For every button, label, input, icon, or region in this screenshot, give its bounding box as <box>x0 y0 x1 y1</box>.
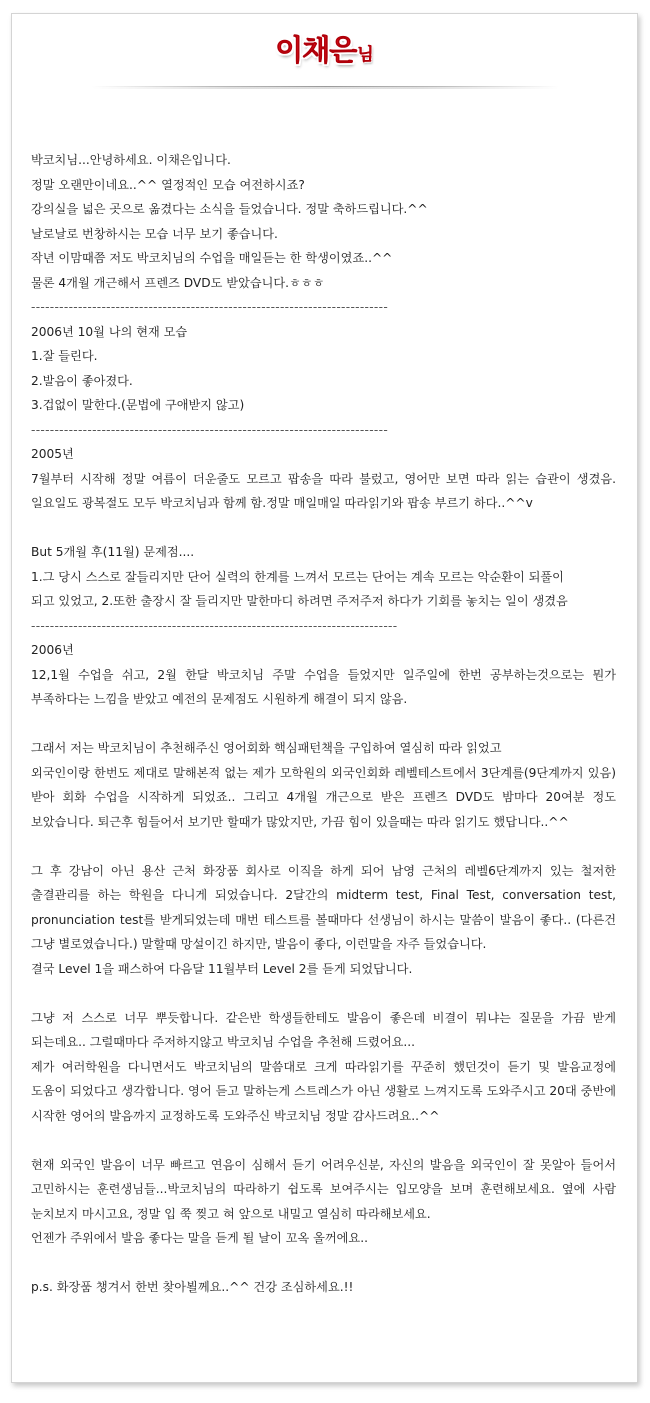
text-line: 3.겁없이 말한다.(문법에 구애받지 않고) <box>31 398 245 412</box>
honorific-suffix: 님 <box>357 45 374 65</box>
blank-line <box>31 712 616 737</box>
text-line: 강의실을 넓은 곳으로 옮겼다는 소식을 들었습니다. 정말 축하드립니다.^^ <box>31 202 428 216</box>
separator-line: ---------------------------------------------------------------------------- <box>31 422 389 437</box>
separator-line: ------------------------------------------------------------------------------ <box>31 618 398 633</box>
page-title <box>12 30 637 75</box>
text-line: 1.잘 들린다. <box>31 349 98 363</box>
text-line: p.s. 화장품 챙겨서 한번 찾아뵐께요..^^ 건강 조심하세요.!! <box>31 1280 354 1294</box>
text-paragraph: 외국인이랑 한번도 제대로 말해본적 없는 제가 모학원의 외국인회화 레벨테스트에서 3단계를(9단계까지 있음) 받아 회화 수업을 시작하게 되었죠.. 그리고 4개월 개근으로 받은 프렌즈 DVD도 밤마다 20여분 정도 보았습니다. 퇴근후 힘들어서 보기만 할때가 많았지만, 가끔 힘이 있을때는 따라 읽기도 했답니다..^^ <box>31 765 616 829</box>
text-paragraph: 그 후 강남이 아닌 용산 근처 화장품 회사로 이직을 하게 되어 남영 근처의 레벨6단계까지 있는 철저한 출결관리를 하는 학원을 다니게 되었습니다. 2달간의 midterm test, Final Test, conversation test, pronunciation test를 받게되었는데 매번 테스트를 볼때마다 선생님이 하시는 말씀이 발음이 좋다.. (다른건 그냥 별로였습니다.) 말할때 망설이긴 하지만, 발음이 좋다, 이런말을 자주 들었습니다. <box>31 863 616 951</box>
text-paragraph: 제가 여러학원을 다니면서도 박코치님의 말씀대로 크게 따라읽기를 꾸준히 했던것이 듣기 및 발음교정에 도움이 되었다고 생각합니다. 영어 듣고 말하는게 스트레스가 아닌 생활로 느껴지도록 도와주시고 20대 중반에 시작한 영어의 발음까지 교정하도록 도와주신 박코치님 정말 감사드려요..^^ <box>31 1059 616 1123</box>
text-paragraph: 현재 외국인 발음이 너무 빠르고 연음이 심해서 듣기 어려우신분, 자신의 발음을 외국인이 잘 못알아 들어서 고민하시는 훈련생님들...박코치님의 따라하기 쉽도록 보여주시는 입모양을 보며 훈련해보세요. 옆에 사람 눈치보지 마시고요, 정말 입 쭉 찢고 혀 앞으로 내밀고 열심히 따라해보세요. <box>31 1157 616 1221</box>
text-line: 그래서 저는 박코치님이 추천해주신 영어회화 핵심패턴책을 구입하여 열심히 따라 읽었고 <box>31 741 502 755</box>
text-line: 2005년 <box>31 447 74 461</box>
text-paragraph: 그냥 저 스스로 너무 뿌듯합니다. 같은반 학생들한테도 발음이 좋은데 비결이 뭐냐는 질문을 가끔 받게 되는데요.. 그럴때마다 주저하지않고 박코치님 수업을 추천해 드렸어요... <box>31 1010 616 1049</box>
text-line: 박코치님...안녕하세요. 이채은입니다. <box>31 153 231 167</box>
blank-line <box>31 1128 616 1153</box>
text-line: 1.그 당시 스스로 잘들리지만 단어 실력의 한계를 느껴서 모르는 단어는 계속 모르는 악순환이 되풀이 <box>31 569 564 584</box>
blank-line <box>31 981 616 1006</box>
text-line: 언젠가 주위에서 발음 좋다는 말을 듣게 될 날이 꼬옥 올꺼에요.. <box>31 1231 368 1245</box>
author-name: 이채은 <box>275 33 357 67</box>
blank-line <box>31 834 616 859</box>
text-line: 날로날로 번창하시는 모습 너무 보기 좋습니다. <box>31 226 278 241</box>
text-line: 2006년 10월 나의 현재 모습 <box>31 324 188 339</box>
text-line: 물론 4개월 개근해서 프렌즈 DVD도 받았습니다.ㅎㅎㅎ <box>31 275 325 290</box>
text-line: 2006년 <box>31 643 74 657</box>
blank-line <box>31 1251 616 1276</box>
text-paragraph: 12,1월 수업을 쉬고, 2월 한달 박코치님 주말 수업을 들었지만 일주일에 한번 공부하는것으로는 뭔가 부족하다는 느낌을 받았고 예전의 문제점도 시원하게 해결이 되지 않음. <box>31 667 616 706</box>
title-divider-shadow <box>92 87 559 89</box>
blank-line <box>31 516 616 541</box>
text-line: 되고 있었고, 2.또한 출장시 잘 들리지만 말한마디 하려면 주저주저 하다가 기회를 놓치는 일이 생겼음 <box>31 594 568 608</box>
text-paragraph: 7월부터 시작해 정말 여름이 더운줄도 모르고 팝송을 따라 불렀고, 영어만 보면 따라 읽는 습관이 생겼음. 일요일도 광복절도 모두 박코치님과 함께 함.정말 매일매일 따라읽기와 팝송 부르기 하다..^^v <box>31 471 616 510</box>
text-line: 정말 오랜만이네요..^^ 열정적인 모습 여전하시죠? <box>31 177 305 192</box>
letter-body <box>31 148 616 1300</box>
text-line: 작년 이맘때쯤 저도 박코치님의 수업을 매일듣는 한 학생이였죠..^^ <box>31 251 393 265</box>
testimonial-card <box>11 13 638 1383</box>
text-line: But 5개월 후(11월) 문제점.... <box>31 545 195 559</box>
text-line: 결국 Level 1을 패스하여 다음달 11월부터 Level 2를 듣게 되었답니다. <box>31 961 413 976</box>
separator-line: ---------------------------------------------------------------------------- <box>31 300 389 314</box>
text-line: 2.발음이 좋아졌다. <box>31 373 133 388</box>
